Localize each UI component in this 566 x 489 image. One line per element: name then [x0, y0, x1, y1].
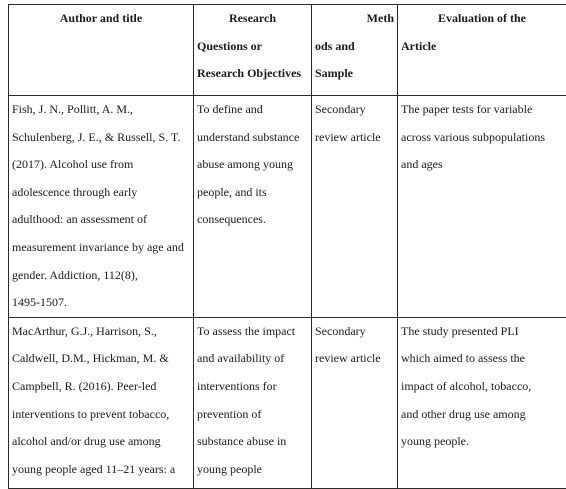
cell-line: MacArthur, G.J., Harrison, S.,	[12, 318, 190, 346]
cell-line: which aimed to assess the	[401, 345, 563, 373]
cell-line: abuse among young	[197, 151, 308, 179]
cell-line: Secondary	[315, 318, 394, 346]
cell-line: Campbell, R. (2016). Peer-led	[12, 373, 190, 401]
header-line: Research	[197, 5, 308, 33]
cell-line: alcohol and/or drug use among	[12, 428, 190, 456]
cell-line: substance abuse in	[197, 428, 308, 456]
table-row	[9, 317, 566, 488]
cell-line: The study presented PLI	[401, 318, 563, 346]
cell-line: and ages	[401, 151, 563, 179]
header-line: ods and	[315, 33, 394, 61]
cell-line: interventions to prevent tobacco,	[12, 401, 190, 429]
header-line: Evaluation of the	[401, 5, 563, 33]
cell-line: The paper tests for variable	[401, 96, 563, 124]
cell-author-title	[9, 317, 194, 488]
header-line: Article	[401, 33, 563, 61]
cell-line: To assess the impact	[197, 318, 308, 346]
cell-line: understand substance	[197, 124, 308, 152]
cell-line: impact of alcohol, tobacco,	[401, 373, 563, 401]
cell-evaluation	[398, 317, 566, 488]
literature-review-table	[8, 4, 566, 489]
cell-line: interventions for	[197, 373, 308, 401]
cell-line: across various subpopulations	[401, 124, 563, 152]
cell-line: Secondary	[315, 96, 394, 124]
cell-methods-sample	[312, 96, 398, 318]
header-methods-sample	[312, 5, 398, 96]
cell-line: young people.	[401, 428, 563, 456]
header-line: Meth	[315, 5, 394, 33]
header-line: Research Objectives	[197, 60, 308, 88]
cell-line: consequences.	[197, 206, 308, 234]
cell-line: people, and its	[197, 179, 308, 207]
cell-line: review article	[315, 124, 394, 152]
cell-line: measurement invariance by age and	[12, 234, 190, 262]
cell-line: gender. Addiction, 112(8),	[12, 262, 190, 290]
cell-line: To define and	[197, 96, 308, 124]
cell-line: adolescence through early	[12, 179, 190, 207]
cell-line: adulthood: an assessment of	[12, 206, 190, 234]
header-line: Author and title	[12, 5, 190, 33]
header-line: Sample	[315, 60, 394, 88]
header-author-title	[9, 5, 194, 96]
cell-line: and availability of	[197, 345, 308, 373]
cell-author-title	[9, 96, 194, 318]
cell-line: review article	[315, 345, 394, 373]
header-evaluation	[398, 5, 566, 96]
cell-methods-sample	[312, 317, 398, 488]
cell-line: prevention of	[197, 401, 308, 429]
cell-line: young people aged 11–21 years: a	[12, 456, 190, 484]
cell-line: Fish, J. N., Pollitt, A. M.,	[12, 96, 190, 124]
cell-line: Caldwell, D.M., Hickman, M. &	[12, 345, 190, 373]
cell-line: Schulenberg, J. E., & Russell, S. T.	[12, 124, 190, 152]
cell-evaluation	[398, 96, 566, 318]
header-research-questions	[194, 5, 312, 96]
cell-line: 1495-1507.	[12, 289, 190, 317]
header-row	[9, 5, 566, 96]
cell-research-questions	[194, 317, 312, 488]
cell-line: young people	[197, 456, 308, 484]
header-line: Questions or	[197, 33, 308, 61]
cell-line: (2017). Alcohol use from	[12, 151, 190, 179]
cell-research-questions	[194, 96, 312, 318]
table-row	[9, 96, 566, 318]
cell-line: and other drug use among	[401, 401, 563, 429]
